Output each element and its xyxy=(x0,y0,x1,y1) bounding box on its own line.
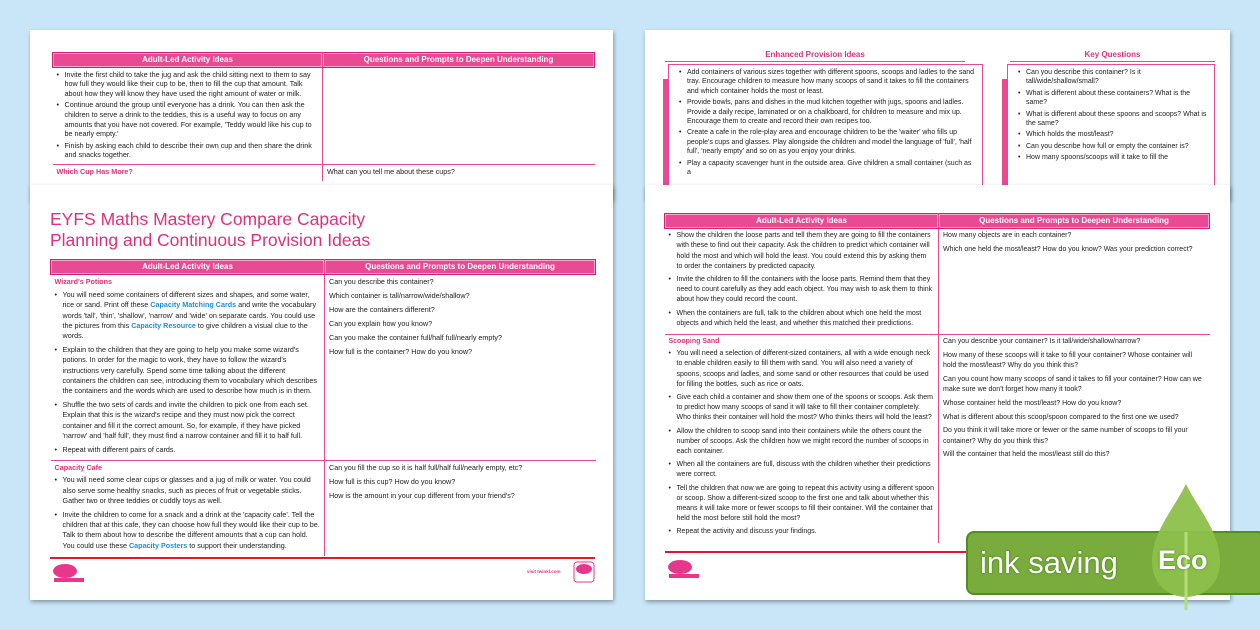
question: How full is this cup? How do you know? xyxy=(329,476,456,486)
col-header-questions: Questions and Prompts to Deepen Understanding xyxy=(325,260,596,275)
col-header-questions: Questions and Prompts to Deepen Understanding xyxy=(939,214,1210,229)
bullet: • Explain to the children that they are going to help you make some wizard's potions. In order for the magic to work, they have to follow the wizard's instructions very carefully. Spend some time talking about the different containers the children can see, introducing them to vocabulary which describes the containers and the words which are used to describe how much is in them. xyxy=(55,345,321,397)
bullet: • Finish by asking each child to describe their own cup and then share the drink and snacks together. xyxy=(57,141,319,160)
activity-table xyxy=(50,259,596,556)
enhanced-box xyxy=(668,64,983,200)
bullet: • You will need a selection of different-sized containers, all with a wide enough neck to enable children easily to fill them with sand. You will also need a variety of spoons, scoops and ladles, and some sand or other resources that could be used for filling the bottles, such as rice or oats. xyxy=(669,349,935,390)
question: What can you tell me about these cups? xyxy=(323,164,595,180)
col-header-questions: Questions and Prompts to Deepen Understanding xyxy=(323,53,595,68)
capacity-matching-cards-link[interactable]: Capacity Matching Cards xyxy=(150,300,237,310)
question: How full is the container? How do you know? xyxy=(329,347,473,357)
question: Which container is tall/narrow/wide/shallow? xyxy=(329,291,470,301)
ink-saving-label: ink saving xyxy=(980,545,1118,580)
twinkl-logo-icon xyxy=(50,563,88,583)
twinkl-logo-icon xyxy=(665,559,703,579)
section-title: Capacity Cafe xyxy=(54,462,103,472)
bullet: • Invite the first child to take the jug and ask the child sitting next to them to say how full they would like their cup to be, then to fill the cup that amount. Talk about how they will know they have used the right amount of water or milk. xyxy=(57,70,319,99)
activity-table xyxy=(664,213,1210,543)
bullet: • When all the containers are full, discuss with the children whether their predictions were correct. xyxy=(669,460,935,480)
bullet: • Add containers of various sizes together with different spoons, scoops and ladles to the sand tray. Encourage children to measure how many scoops of sand it takes to fill the containers and which container holds the most or least. xyxy=(679,68,977,96)
bullet: • What is different about these spoons and scoops? What is the same? xyxy=(1018,110,1209,129)
eco-label: Eco xyxy=(1158,545,1208,575)
bullet: • Allow the children to scoop sand into their containers while the others count the number of scoops. Ask the children how we might record the number of scoops in each container. xyxy=(669,427,935,458)
bullet: • Can you describe how full or empty the container is? xyxy=(1018,142,1209,151)
capacity-posters-link[interactable]: Capacity Posters xyxy=(128,540,188,550)
bullet: • Continue around the group until everyone has a drink. You can then ask the children to serve a drink to the teddies, this is a useful way to focus on any amounts that you have not covered. For example, 'Teddy would like his cup to be nearly empty.' xyxy=(57,100,319,138)
bullet: • Repeat the activity and discuss your findings. xyxy=(669,527,935,537)
bullet: • Give each child a container and show them one of the spoons or scoops. Ask them to predict how many scoops of sand it will take to fill their container completely. Who thinks their container will hold the most? Who thinks theirs will hold the least? xyxy=(669,393,935,424)
section-title: Scooping Sand xyxy=(668,338,720,346)
question: Can you describe this container? xyxy=(329,277,434,287)
page-back-right xyxy=(645,30,1230,200)
bullet: • Create a cafe in the role-play area and encourage children to be the 'waiter' who fills up people's cups and glasses. Play alongside the children and model the language of 'full', 'half full', 'nearly empty' and so on as you enjoy your drinks. xyxy=(679,128,977,156)
bullet: • What is different about these containers? What is the same? xyxy=(1018,89,1209,108)
col-header-activities: Adult-Led Activity Ideas xyxy=(665,214,939,229)
question: Can you describe your container? Is it tall/wide/shallow/narrow? xyxy=(943,338,1141,346)
question: Can you make the container full/half full/nearly empty? xyxy=(329,333,502,343)
bullet: • Which holds the most/least? xyxy=(1018,130,1209,139)
bullet: • Provide bowls, pans and dishes in the mud kitchen together with jugs, spoons and ladles. Provide a daily recipe, laminated or on a chalkboard, for children to measure and mix up. Encourage them to create and record their own recipes too. xyxy=(679,98,977,126)
key-questions-box xyxy=(1007,64,1215,200)
question: Do you think it will take more or fewer or the same number of scoops to fill your container? Why do you think this? xyxy=(943,427,1188,445)
enhanced-heading: Enhanced Provision Ideas xyxy=(665,50,965,62)
col-header-activities: Adult-Led Activity Ideas xyxy=(53,53,323,68)
question: How are the containers different? xyxy=(329,305,435,315)
footer-divider xyxy=(50,557,595,559)
title-line: Planning and Continuous Provision Ideas xyxy=(50,230,371,250)
question: How many of these scoops will it take to fill your container? Whose container will hold the most/least? Why do you think this? xyxy=(943,351,1192,370)
bullet: • Tell the children that now we are going to repeat this activity using a different spoon or scoop. Show a different-sized scoop to the first one and talk about whether this means it will take more or fewer scoops to fill their container. Will the container that held the most before still hold the most? xyxy=(669,484,935,525)
bullet: • Can you describe this container? Is it tall/wide/shallow/small? xyxy=(1018,68,1209,87)
question: Can you explain how you know? xyxy=(329,319,433,329)
question: Whose container held the most/least? How do you know? xyxy=(943,399,1122,407)
twinkl-badge-icon xyxy=(573,561,595,583)
bullet: • Repeat with different pairs of cards. xyxy=(55,445,321,455)
question: Which one held the most/least? How do you know? Was your prediction correct? xyxy=(943,246,1193,253)
question: Can you count how many scoops of sand it takes to fill your container? How can we make sure we don't forget how many it took? xyxy=(943,375,1202,394)
question: Can you fill the cup so it is half full/half full/nearly empty, etc? xyxy=(329,462,523,472)
bullet: • When the containers are full, talk to the children about which one held the most objects and which held the least, and whether this matched their predictions. xyxy=(669,309,935,329)
bullet: • Invite the children to come for a snack and a drink at the 'capacity cafe'. Tell the children that at this cafe, they can choose how full they would like their cup to be. Talk to them about how to describe the different amounts that a cup can hold. You could use these Capacity Posters to support their understanding. xyxy=(55,510,321,552)
key-questions-heading: Key Questions xyxy=(1010,50,1215,62)
bullet: • Shuffle the two sets of cards and invite the children to pick one from each set. Explain that this is the wizard's recipe and they must now pick the correct container and fill it the correct amount. So, for example, if they have picked 'narrow' and 'half full', they must find a narrow container and fill it to half full. xyxy=(55,400,321,442)
col-header-activities: Adult-Led Activity Ideas xyxy=(51,260,325,275)
question: Will the container that held the most/least still do this? xyxy=(943,451,1110,459)
footer-url[interactable]: visit twinkl.com xyxy=(527,569,561,574)
page-front-left xyxy=(30,185,613,600)
section-title: Which Cup Has More? xyxy=(56,166,133,176)
bullet: • Invite the children to fill the containers with the loose parts. Remind them that they need to count carefully as they add each object. You may wish to ask them to think about how they could record the count. xyxy=(669,275,935,306)
page-title xyxy=(50,209,370,251)
section-title: Wizard's Potions xyxy=(54,277,113,287)
capacity-resource-link[interactable]: Capacity Resource xyxy=(131,321,196,331)
bullet: • How many spoons/scoops will it take to fill the xyxy=(1018,153,1209,162)
title-line: EYFS Maths Mastery Compare Capacity xyxy=(50,209,366,229)
question: What is different about this scoop/spoon compared to the first one we used? xyxy=(943,413,1179,421)
bullet: • Play a capacity scavenger hunt in the outside area. Give children a small container (such as a xyxy=(679,159,977,178)
activity-table xyxy=(52,52,595,181)
page-back-left xyxy=(30,30,613,200)
question: How is the amount in your cup different from your friend's? xyxy=(329,490,515,500)
bullet: • You will need some clear cups or glasses and a jug of milk or water. You could also serve some healthy snacks, such as pieces of fruit or vegetable sticks. Gather two or three teddies or cuddly toys as well. xyxy=(55,475,321,506)
bullet: • You will need some containers of different sizes and shapes, and some water, rice or sand. Print off these Capacity Matching Cards and write the vocabulary words 'tall', 'thin', 'shallow', 'narrow' and 'wide' on separate cards. You could use the pictures from this Capacity Resource to give children a visual clue to the words. xyxy=(55,290,321,342)
question: How many objects are in each container? xyxy=(943,232,1072,240)
bullet: • Show the children the loose parts and tell them they are going to fill the containers with these to find out their capacity. Ask the children to predict which container will hold the most and which will hold the least. You could extend this by asking them to order the containers by predicted capacity. xyxy=(669,231,935,272)
